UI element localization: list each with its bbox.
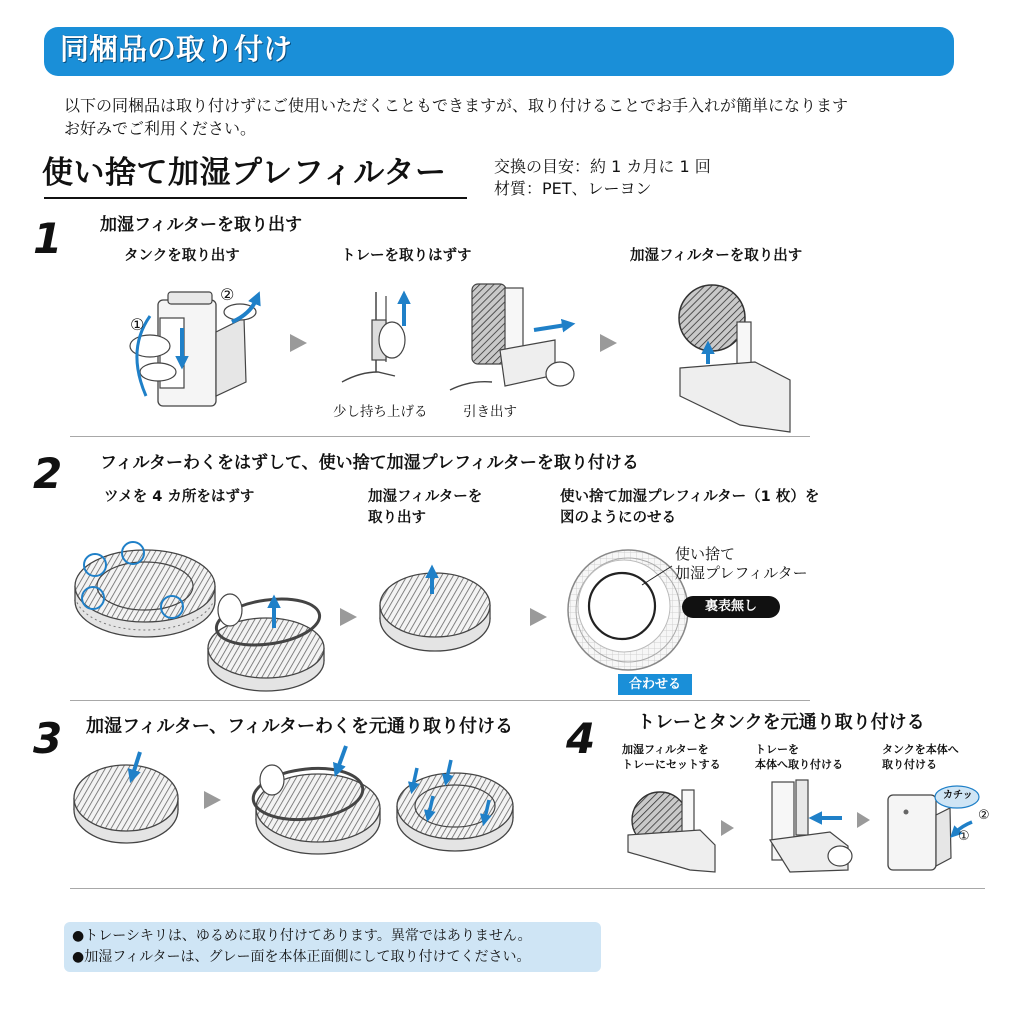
prefilter-callout: 使い捨て <box>675 545 736 563</box>
step-heading: フィルターわくをはずして、使い捨て加湿プレフィルターを取り付ける <box>100 453 639 473</box>
intro-line-2: お好みでご利用ください。 <box>64 119 257 138</box>
tank-removal-illustration <box>130 292 256 406</box>
align-badge: 合わせる <box>618 674 692 695</box>
frame-lift-illustration <box>208 593 324 691</box>
section-underline <box>44 197 467 199</box>
filter-reinstall-illustration <box>74 752 178 843</box>
prefilter-placement-illustration <box>568 550 688 670</box>
substep-label: タンクを本体へ <box>882 743 959 756</box>
marker-1: ① <box>958 829 970 844</box>
filter-removal-illustration <box>679 285 790 432</box>
substep-label: 加湿フィルターを取り出す <box>630 248 803 264</box>
divider <box>70 436 810 437</box>
substep-label: 使い捨て加湿プレフィルター（1 枚）を <box>560 489 820 505</box>
step-number: 1 <box>33 214 63 263</box>
next-arrow <box>530 608 547 626</box>
step-number: 3 <box>33 714 63 763</box>
step-number: 4 <box>566 714 596 763</box>
material: 材質：PET、レーヨン <box>494 179 652 198</box>
tray-pull-illustration <box>450 284 574 390</box>
frame-reattach-illustration <box>251 746 380 854</box>
next-arrow <box>721 820 734 836</box>
next-arrow <box>600 334 617 352</box>
next-arrow <box>204 791 221 809</box>
step-heading: 加湿フィルターを取り出す <box>100 215 302 235</box>
substep-label: タンクを取り出す <box>124 248 240 264</box>
note-item: ●トレーシキリは、ゆるめに取り付けてあります。異常ではありません。 <box>72 928 532 944</box>
tray-lift-illustration <box>342 292 405 382</box>
caption-pull: 引き出す <box>463 404 517 420</box>
prefilter-callout: 加湿プレフィルター <box>675 564 808 582</box>
step-heading: トレーとタンクを元通り取り付ける <box>637 712 925 733</box>
tray-insert-illustration <box>770 780 852 872</box>
marker-2: ② <box>220 285 235 304</box>
section-title: 使い捨て加湿プレフィルター <box>42 155 447 191</box>
divider <box>70 888 985 889</box>
substep-label: トレーにセットする <box>622 758 721 771</box>
substep-label: 図のようにのせる <box>560 510 676 526</box>
reversible-pill: 裏表無し <box>682 596 780 618</box>
divider <box>70 700 810 701</box>
substep-label: 本体へ取り付ける <box>755 758 843 771</box>
claws-snap-illustration <box>397 760 513 851</box>
filter-takeout-illustration <box>380 573 490 651</box>
substep-label: 加湿フィルターを <box>368 489 483 505</box>
click-sound-label: カチッ <box>943 790 973 801</box>
step-heading: 加湿フィルター、フィルターわくを元通り取り付ける <box>86 716 513 737</box>
substep-label: 取り付ける <box>882 758 937 771</box>
replacement-interval: 交換の目安：約 1 カ月に 1 回 <box>494 157 711 176</box>
step-number: 2 <box>33 449 63 498</box>
filter-on-tray-illustration <box>628 790 715 872</box>
next-arrow <box>290 334 307 352</box>
substep-label: 取り出す <box>368 510 426 526</box>
marker-1: ① <box>130 315 145 334</box>
filter-frame-claws-illustration <box>75 542 215 637</box>
substep-label: トレーを取りはずす <box>341 248 472 264</box>
note-item: ●加湿フィルターは、グレー面を本体正面側にして取り付けてください。 <box>72 949 531 965</box>
substep-label: トレーを <box>755 743 799 756</box>
next-arrow <box>857 812 870 828</box>
intro-line-1: 以下の同梱品は取り付けずにご使用いただくこともできますが、取り付けることでお手入れが簡単になります <box>64 96 849 115</box>
substep-label: ツメを 4 カ所をはずす <box>104 489 255 505</box>
caption-lift: 少し持ち上げる <box>333 404 428 420</box>
page-title: 同梱品の取り付け <box>60 32 293 66</box>
substep-label: 加湿フィルターを <box>622 743 709 756</box>
marker-2: ② <box>978 808 990 823</box>
next-arrow <box>340 608 357 626</box>
